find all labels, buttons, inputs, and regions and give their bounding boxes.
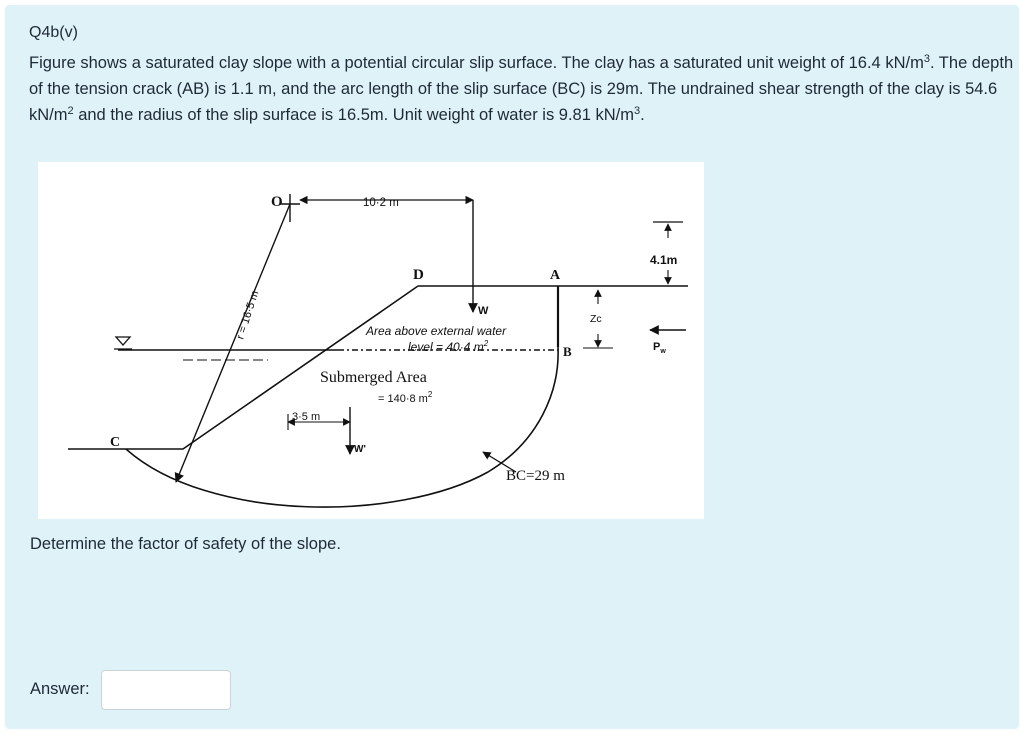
label-b: B <box>563 344 572 359</box>
label-submerged-1: Submerged Area <box>320 369 427 386</box>
label-area-above-2: level = 40·4 $m^2$ <box>408 339 489 354</box>
label-c: C <box>110 435 121 450</box>
label-o: O <box>271 194 283 210</box>
label-d: D <box>413 267 424 283</box>
label-a: A <box>550 268 561 283</box>
label-w: W <box>478 305 489 317</box>
label-submerged-2: = 140·8 $m^2$ <box>378 390 433 405</box>
label-bc: BC=29 m <box>506 468 565 484</box>
slope-figure <box>38 162 704 519</box>
question-prompt: Determine the factor of safety of the slope. <box>30 535 341 553</box>
question-text: Figure shows a saturated clay slope with a potential circular slip surface. The clay has a saturated unit weight of 16.4 $kN/m^3$. The depth of the tension crack (AB) is 1.1 m, and the arc length of the slip surface (BC) is 29m. The undrained shear strength of the clay is 54.6 $kN/m^2$ and the radius of the slip surface is 16.5m. Unit weight of water is 9.81 $kN/m^3$. <box>29 53 1014 124</box>
answer-label: Answer: <box>30 680 90 698</box>
question-card <box>5 5 1019 729</box>
label-dim-3-5: 3·5 m <box>292 411 321 423</box>
label-pw: $P_w$ <box>653 341 666 355</box>
label-dim-10-2: 10·2 m <box>363 197 399 209</box>
label-radius: r = 16·5 m <box>234 289 262 341</box>
label-4-1m: 4.1m <box>650 253 678 267</box>
label-w-prime: W' <box>354 444 366 455</box>
label-zc: Zc <box>590 313 602 325</box>
label-area-above-1: Area above external water <box>366 324 507 338</box>
slope-diagram <box>38 162 704 519</box>
radius-line <box>176 204 290 482</box>
question-number: Q4b(v) <box>29 24 78 41</box>
answer-input[interactable] <box>101 670 231 710</box>
